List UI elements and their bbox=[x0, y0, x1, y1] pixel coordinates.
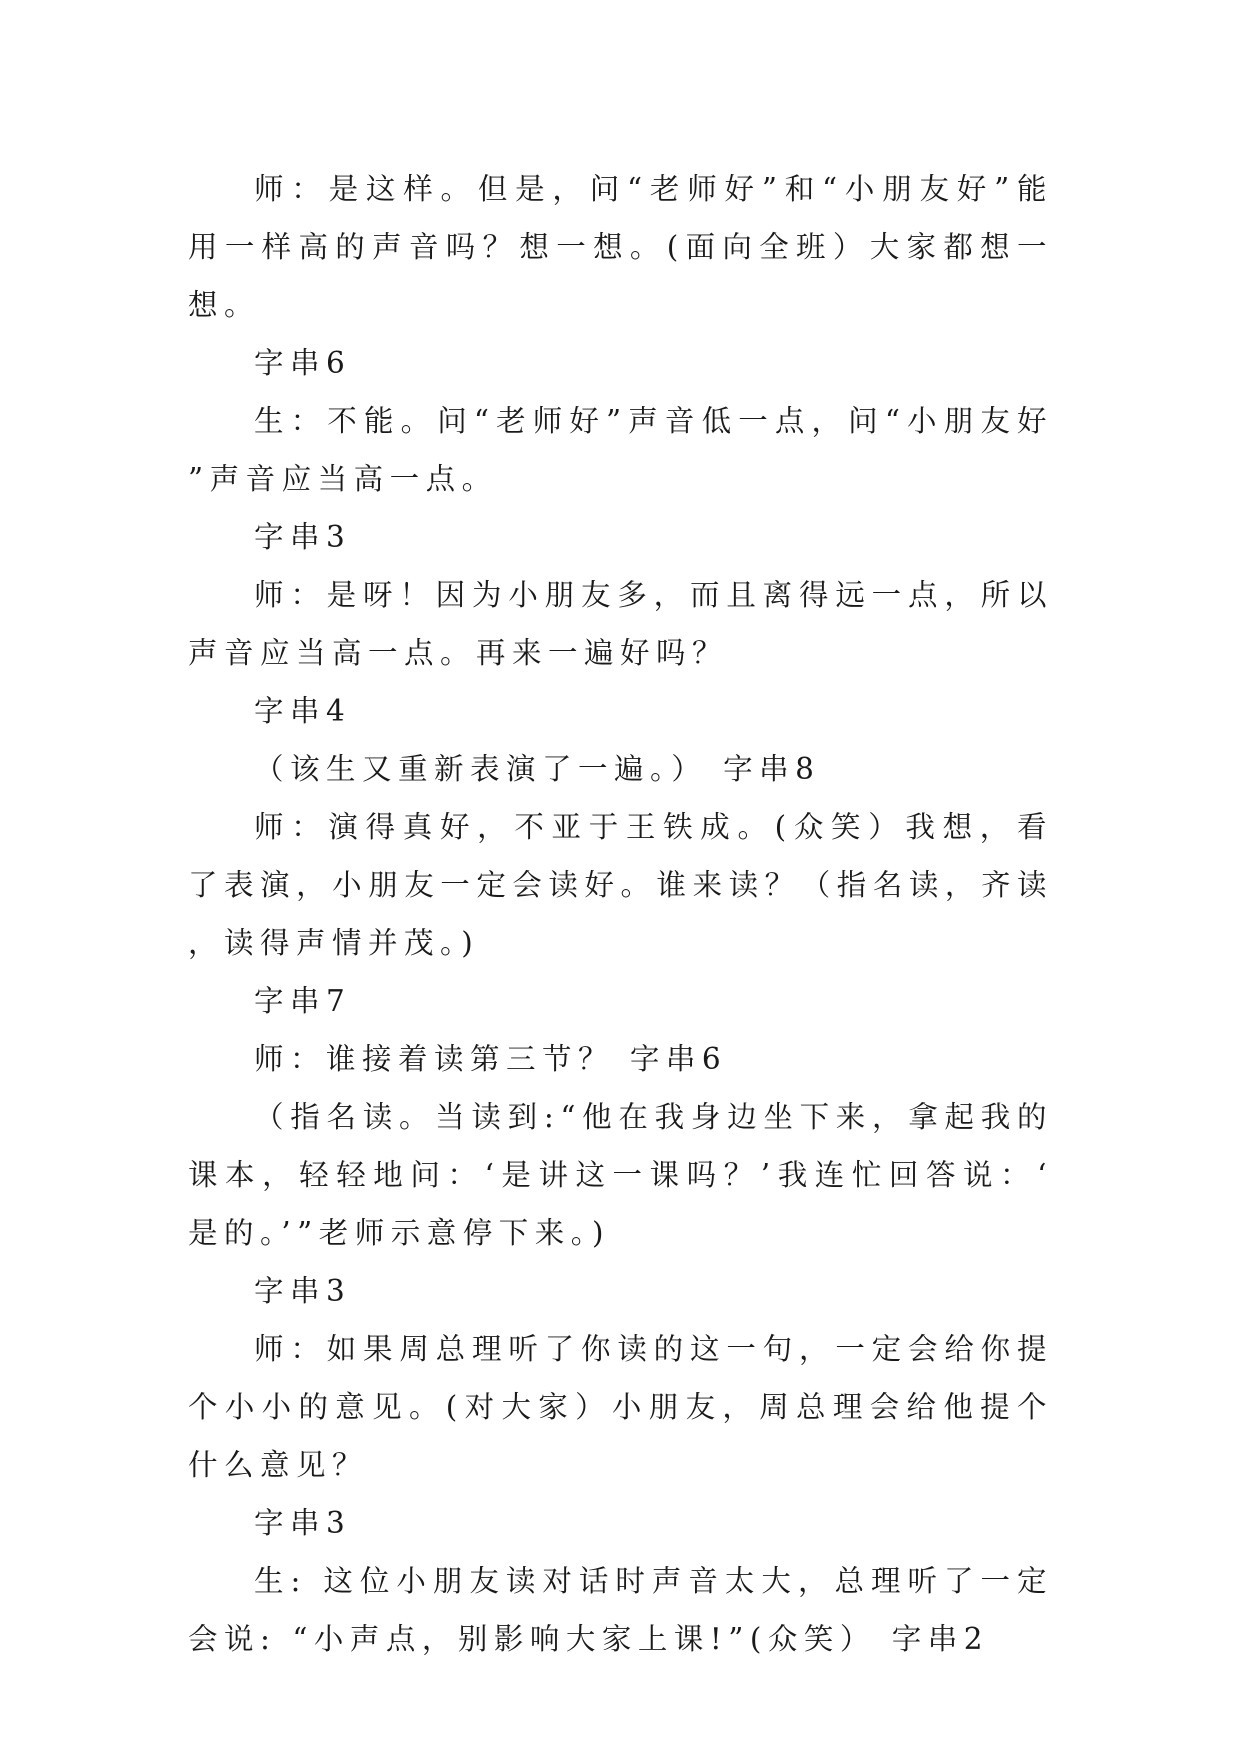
paragraph-4: 字串3 bbox=[254, 520, 352, 554]
paragraph-5: 师：是呀！因为小朋友多，而且离得远一点，所以声音应当高一点。再来一遍好吗？ bbox=[188, 578, 1053, 670]
paragraph-14: 字串3 bbox=[254, 1506, 352, 1540]
paragraph-8: 师：演得真好，不亚于王铁成。(众笑）我想，看了表演，小朋友一定会读好。谁来读？（指名读，齐读，读得声情并茂。) bbox=[188, 810, 1053, 960]
paragraph-1: 师：是这样。但是，问“老师好”和“小朋友好”能用一样高的声音吗？想一想。(面向全班）大家都想一想。 bbox=[188, 172, 1053, 322]
paragraph-9: 字串7 bbox=[254, 984, 352, 1018]
paragraph-15: 生: 这位小朋友读对话时声音太大，总理听了一定会说: “小声点，别影响大家上课!”(众笑） 字串2 bbox=[188, 1564, 1053, 1656]
paragraph-12: 字串3 bbox=[254, 1274, 352, 1308]
paragraph-11: （指名读。当读到:“他在我身边坐下来，拿起我的课本，轻轻地问：‘是讲这一课吗？’我连忙回答说：‘是的。’”老师示意停下来。) bbox=[188, 1100, 1053, 1250]
paragraph-6: 字串4 bbox=[254, 694, 352, 728]
paragraph-13: 师：如果周总理听了你读的这一句，一定会给你提个小小的意见。(对大家）小朋友，周总理会给他提个什么意见？ bbox=[188, 1332, 1053, 1482]
paragraph-10: 师：谁接着读第三节？ 字串6 bbox=[254, 1042, 728, 1076]
paragraph-7: （该生又重新表演了一遍。） 字串8 bbox=[254, 752, 821, 786]
paragraph-3: 生：不能。问“老师好”声音低一点，问“小朋友好”声音应当高一点。 bbox=[188, 404, 1053, 496]
paragraph-2: 字串6 bbox=[254, 346, 352, 380]
document-body bbox=[188, 160, 1053, 1668]
